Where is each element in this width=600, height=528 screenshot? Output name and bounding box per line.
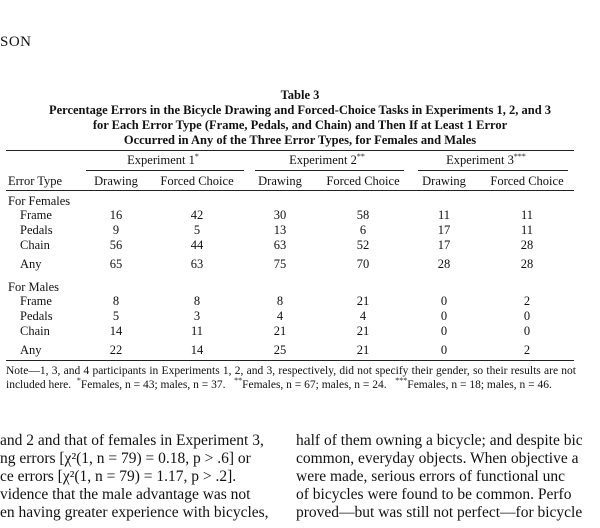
table-cell: 70 (356, 257, 370, 271)
table-cell: 6 (359, 223, 367, 237)
row-label: Chain (20, 324, 50, 338)
experiment-label: Experiment 3 (446, 153, 514, 167)
row-label: Chain (20, 238, 50, 252)
table-cell: 0 (440, 324, 448, 338)
experiment-rule (418, 170, 568, 171)
experiment-rule (86, 170, 244, 171)
table-cell: 75 (273, 257, 287, 271)
experiment-label: Experiment 1 (127, 153, 195, 167)
table-cell: 21 (356, 324, 370, 338)
table-header-rule (6, 190, 574, 191)
table-cell: 8 (276, 294, 284, 308)
table-cell: 2 (523, 343, 531, 357)
table-cell: 44 (190, 238, 204, 252)
table-cell: 14 (109, 324, 123, 338)
table-cell: 30 (273, 208, 287, 222)
table-cell: 11 (520, 208, 534, 222)
row-label: Frame (20, 208, 52, 222)
table-cell: 52 (356, 238, 370, 252)
table-cell: 16 (109, 208, 123, 222)
body-line: proved—but was still not perfect—for bicycle (296, 504, 583, 521)
table-number: Table 3 (280, 88, 320, 102)
table-cell: 65 (109, 257, 123, 271)
table-cell: 28 (437, 257, 451, 271)
table-cell: 11 (190, 324, 204, 338)
table-cell: 14 (190, 343, 204, 357)
column-header: Forced Choice (160, 174, 234, 188)
body-line: were made, serious errors of functional unc (296, 468, 565, 485)
body-line: and 2 and that of females in Experiment 3, (0, 432, 264, 449)
table-cell: 21 (356, 294, 370, 308)
table-bottom-rule (6, 360, 574, 361)
table-cell: 0 (523, 324, 531, 338)
row-label: Any (20, 343, 42, 357)
column-header: Drawing (258, 174, 302, 188)
table-cell: 4 (276, 309, 284, 323)
table-title-line: for Each Error Type (Frame, Pedals, and Chain) and Then If at Least 1 Error (92, 118, 508, 132)
table-cell: 58 (356, 208, 370, 222)
experiment-header (446, 153, 526, 167)
footnote-mark: *** (395, 376, 408, 386)
note-main: Note—1, 3, and 4 participants in Experiments 1, 2, and 3, respectively, did not specify their gender, so their results are not included here. (6, 365, 576, 391)
row-label: Any (20, 257, 42, 271)
table-cell: 22 (109, 343, 123, 357)
table-cell: 13 (273, 223, 287, 237)
table-cell: 8 (112, 294, 120, 308)
body-line: common, everyday objects. When objective a (296, 450, 579, 467)
body-text-right-column (296, 432, 600, 522)
footnote-mark: *** (513, 151, 526, 161)
table-cell: 11 (437, 208, 451, 222)
table-cell: 56 (109, 238, 123, 252)
table-top-rule (6, 150, 574, 151)
group-label: For Males (8, 280, 60, 294)
body-line: vidence that the male advantage was not (0, 486, 251, 503)
table-cell: 28 (520, 257, 534, 271)
body-text-left-column (0, 432, 282, 522)
table-cell: 0 (440, 343, 448, 357)
table-title-line: Percentage Errors in the Bicycle Drawing and Forced-Choice Tasks in Experiments 1, 2, and 3 (48, 103, 552, 117)
footnote-mark: ** (234, 376, 243, 386)
table-cell: 0 (440, 309, 448, 323)
footnote-2-continued: 24. (372, 379, 387, 391)
column-header: Forced Choice (326, 174, 400, 188)
table-caption (0, 88, 600, 148)
body-line: en having greater experience with bicycles, (0, 504, 269, 521)
table-cell: 0 (523, 309, 531, 323)
table-cell: 8 (193, 294, 201, 308)
footnote-mark: * (194, 151, 199, 161)
column-header: Forced Choice (490, 174, 564, 188)
experiment-label: Experiment 2 (289, 153, 357, 167)
experiment-header (289, 153, 365, 167)
experiment-rule (255, 170, 404, 171)
footnote-1: Females, n = 43; males, n = 37. (80, 379, 226, 391)
row-label: Pedals (20, 309, 53, 323)
experiment-header (127, 153, 199, 167)
footnote-mark: ** (356, 151, 365, 161)
table-title (0, 103, 600, 148)
table-cell: 28 (520, 238, 534, 252)
table-title-line: Occurred in Any of the Three Error Types, for Females and Males (123, 133, 477, 147)
table-cell: 4 (359, 309, 367, 323)
group-label: For Females (8, 194, 71, 208)
table-cell: 21 (356, 343, 370, 357)
row-label: Pedals (20, 223, 53, 237)
table-note (6, 364, 576, 392)
footnote-mark: * (76, 376, 81, 386)
body-line: ce errors [χ²(1, n = 79) = 1.17, p > .2]. (0, 468, 237, 485)
body-line: half of them owning a bicycle; and despite bic (296, 432, 583, 449)
table-cell: 63 (190, 257, 204, 271)
table-cell: 17 (437, 223, 451, 237)
row-label: Frame (20, 294, 52, 308)
table-cell: 2 (523, 294, 531, 308)
table-cell: 5 (112, 309, 120, 323)
table-cell: 63 (273, 238, 287, 252)
table-cell: 11 (520, 223, 534, 237)
footnote-3: Females, n = 18; males, n = 46. (407, 379, 552, 391)
footnote-2: Females, n = 67; males, n = (242, 379, 370, 391)
table-cell: 21 (273, 324, 287, 338)
table-cell: 3 (193, 309, 201, 323)
table-cell: 17 (437, 238, 451, 252)
column-header: Drawing (94, 174, 138, 188)
table-note-text (6, 364, 576, 392)
body-line: ng errors [χ²(1, n = 79) = 0.18, p > .6] or (0, 450, 251, 467)
stub-header: Error Type (8, 174, 63, 188)
running-head: SON (0, 34, 32, 50)
table-cell: 42 (190, 208, 204, 222)
table-cell: 0 (440, 294, 448, 308)
column-header: Drawing (422, 174, 466, 188)
table-cell: 5 (193, 223, 201, 237)
body-line: of bicycles were found to be common. Perfo (296, 486, 572, 503)
table-cell: 9 (112, 223, 120, 237)
table-cell: 25 (273, 343, 287, 357)
